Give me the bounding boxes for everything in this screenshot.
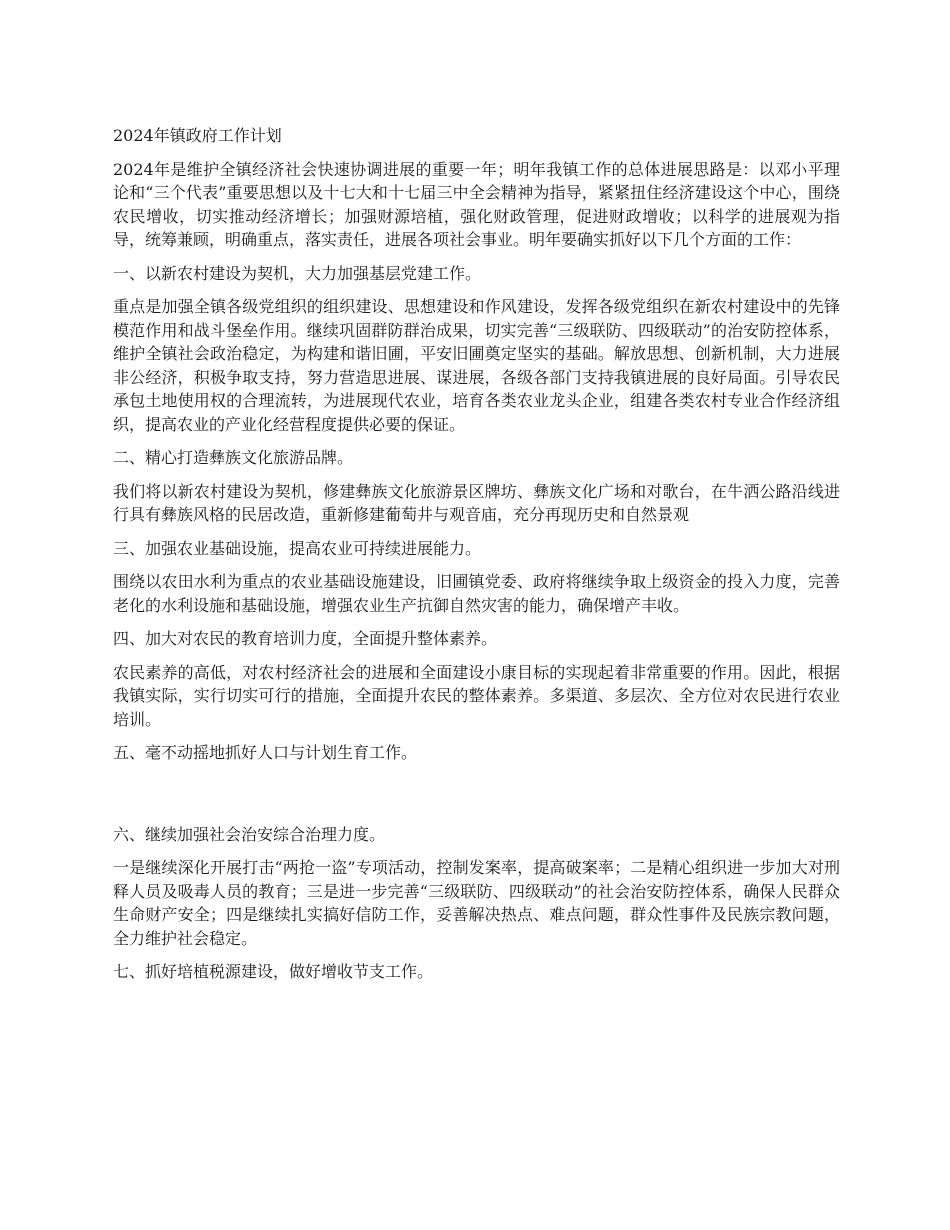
section-heading-2: 二、精心打造彝族文化旅游品牌。 — [113, 448, 354, 467]
section-body-1: 重点是加强全镇各级党组织的组织建设、思想建设和作风建设，发挥各级党组织在新农村建设中的先锋模范作用和战斗堡垒作用。继续巩固群防群治成果，切实完善“三级联防、四级联动”的治安防控体系，维护全镇社会政治稳定，为构建和谐旧圃，平安旧圃奠定坚实的基础。解放思想、创新机制，大力进展非公经济，积极争取支持，努力营造思进展、谋进展，各级各部门支持我镇进展的良好局面。引导农民承包土地使用权的合理流转，为进展现代农业，培育各类农业龙头企业，组建各类农村专业合作经济组织，提高农业的产业化经营程度提供必要的保证。 — [113, 297, 840, 434]
section-heading-4: 四、加大对农民的教育培训力度，全面提升整体素养。 — [113, 629, 498, 648]
intro-paragraph: 2024年是维护全镇经济社会快速协调进展的重要一年；明年我镇工作的总体进展思路是：以邓小平理论和“三个代表”重要思想以及十七大和十七届三中全会精神为指导，紧紧扭住经济建设这个中心，围绕农民增收，切实推动经济增长；加强财源培植，强化财政管理，促进财政增收；以科学的进展观为指导，统筹兼顾，明确重点，落实责任，进展各项社会事业。明年要确实抓好以下几个方面的工作： — [113, 159, 840, 249]
section-heading-1: 一、以新农村建设为契机，大力加强基层党建工作。 — [113, 263, 482, 283]
section-heading-7: 七、抓好培植税源建设，做好增收节支工作。 — [113, 962, 434, 981]
section-heading-6: 六、继续加强社会治安综合治理力度。 — [113, 824, 386, 844]
section-body-4: 农民素养的高低，对农村经济社会的进展和全面建设小康目标的实现起着非常重要的作用。因此，根据我镇实际，实行切实可行的措施，全面提升农民的整体素养。多渠道、多层次、全方位对农民进行农业培训。 — [113, 662, 840, 729]
section-body-6: 一是继续深化开展打击“两抢一盗”专项活动，控制发案率，提高破案率；二是精心组织进一步加大对刑释人员及吸毒人员的教育；三是进一步完善“三级联防、四级联动”的社会治安防控体系，确保人民群众生命财产安全；四是继续扎实搞好信防工作，妥善解决热点、难点问题，群众性事件及民族宗教问题，全力维护社会稳定。 — [113, 858, 840, 948]
document-title: 2024年镇政府工作计划 — [113, 126, 282, 145]
section-spacer — [113, 775, 840, 823]
section-body-2: 我们将以新农村建设为契机，修建彝族文化旅游景区牌坊、彝族文化广场和对歌台，在牛洒公路沿线进行具有彝族风格的民居改造，重新修建葡萄井与观音庙，充分再现历史和自然景观 — [113, 481, 840, 524]
section-body-3: 围绕以农田水利为重点的农业基础设施建设，旧圃镇党委、政府将继续争取上级资金的投入力度，完善老化的水利设施和基础设施，增强农业生产抗御自然灾害的能力，确保增产丰收。 — [113, 572, 840, 615]
document-content — [113, 124, 840, 994]
section-heading-3: 三、加强农业基础设施，提高农业可持续进展能力。 — [113, 538, 482, 558]
section-heading-5: 五、毫不动摇地抓好人口与计划生育工作。 — [113, 743, 418, 762]
